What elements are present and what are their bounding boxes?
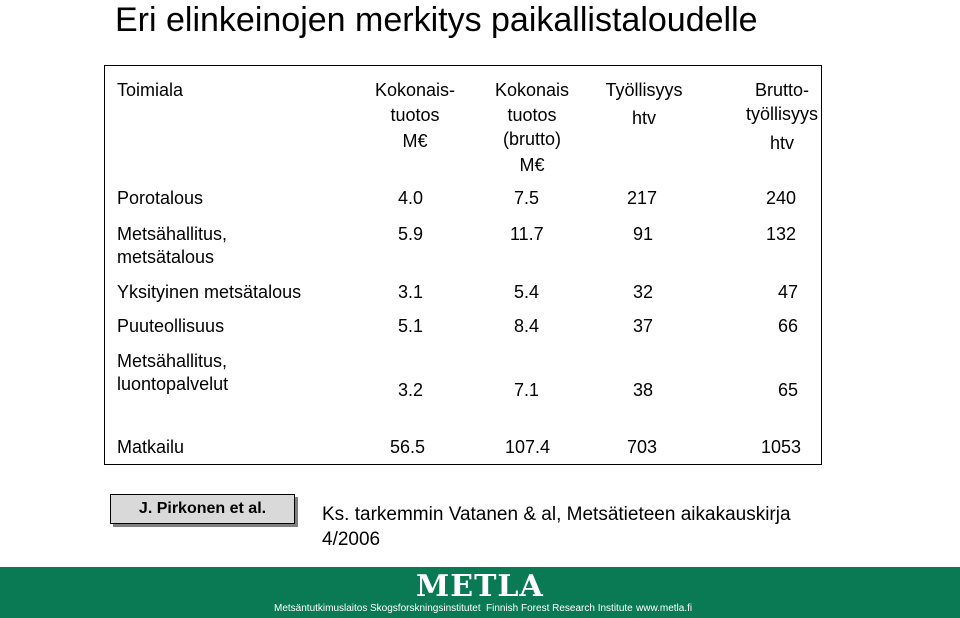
header-kokonaistuotos-line1: Kokonais- xyxy=(374,80,456,100)
footer-link-web[interactable]: www.metla.fi xyxy=(636,603,693,614)
cell-value: 65 xyxy=(778,380,799,400)
cell-value: 3.1 xyxy=(398,282,424,302)
cell-value: 7.5 xyxy=(514,188,540,208)
reference-line2: 4/2006 xyxy=(322,529,381,550)
cell-value: 37 xyxy=(633,316,654,336)
header-tyollisyys-unit: htv xyxy=(631,108,656,128)
header-kokonaistuotos-line2: tuotos xyxy=(390,105,440,125)
reference-line1: Ks. tarkemmin Vatanen & al, Metsätieteen aikakauskirja xyxy=(322,504,791,525)
cell-value: 11.7 xyxy=(510,224,544,244)
metla-logo: METLA xyxy=(416,569,544,604)
header-bruttotyollisyys-unit: htv xyxy=(769,133,794,153)
cell-value: 7.1 xyxy=(514,380,540,400)
header-kokonaistuotos-unit: M€ xyxy=(402,131,428,151)
row-name: Metsähallitus, xyxy=(117,351,228,371)
cell-value: 5.1 xyxy=(398,316,424,336)
footer-label-sv: Skogsforskningsinstitutet xyxy=(370,603,481,614)
header-brutto-line2: tuotos xyxy=(507,105,557,125)
row-name: Matkailu xyxy=(117,437,185,457)
header-bruttotyollisyys-line2: työllisyys xyxy=(745,104,818,124)
header-brutto-line1: Kokonais xyxy=(494,80,570,100)
cell-value: 107.4 xyxy=(505,437,551,457)
cell-value: 703 xyxy=(627,437,658,457)
header-toimiala: Toimiala xyxy=(117,80,184,100)
cell-value: 8.4 xyxy=(514,316,540,336)
row-name-line2: luontopalvelut xyxy=(117,374,229,394)
header-brutto-unit: M€ xyxy=(519,155,545,175)
cell-value: 56.5 xyxy=(390,437,426,457)
cell-value: 47 xyxy=(778,282,799,302)
cell-value: 3.2 xyxy=(398,380,424,400)
row-name: Yksityinen metsätalous xyxy=(117,282,302,302)
header-tyollisyys: Työllisyys xyxy=(605,80,683,100)
row-name: Puuteollisuus xyxy=(117,316,225,336)
cell-value: 240 xyxy=(766,188,797,208)
footer-bar xyxy=(0,567,960,618)
cell-value: 91 xyxy=(633,224,654,244)
cell-value: 5.4 xyxy=(514,282,540,302)
header-brutto-line3: (brutto) xyxy=(502,129,562,149)
cell-value: 4.0 xyxy=(398,188,424,208)
author-credit-box: J. Pirkonen et al. xyxy=(110,494,295,524)
footer-label-fi: Metsäntutkimuslaitos xyxy=(274,603,368,614)
cell-value: 5.9 xyxy=(398,224,424,244)
cell-value: 1053 xyxy=(761,437,802,457)
cell-value: 66 xyxy=(778,316,799,336)
row-name: Metsähallitus, xyxy=(117,224,228,244)
header-bruttotyollisyys-line1: Brutto- xyxy=(754,80,810,100)
row-name: Porotalous xyxy=(117,188,204,208)
page-title: Eri elinkeinojen merkitys paikallistaloudelle xyxy=(115,1,758,39)
cell-value: 32 xyxy=(633,282,654,302)
cell-value: 38 xyxy=(633,380,654,400)
cell-value: 217 xyxy=(627,188,658,208)
footer-label-en: Finnish Forest Research Institute xyxy=(486,603,633,614)
row-name-line2: metsätalous xyxy=(117,247,215,267)
cell-value: 132 xyxy=(766,224,797,244)
